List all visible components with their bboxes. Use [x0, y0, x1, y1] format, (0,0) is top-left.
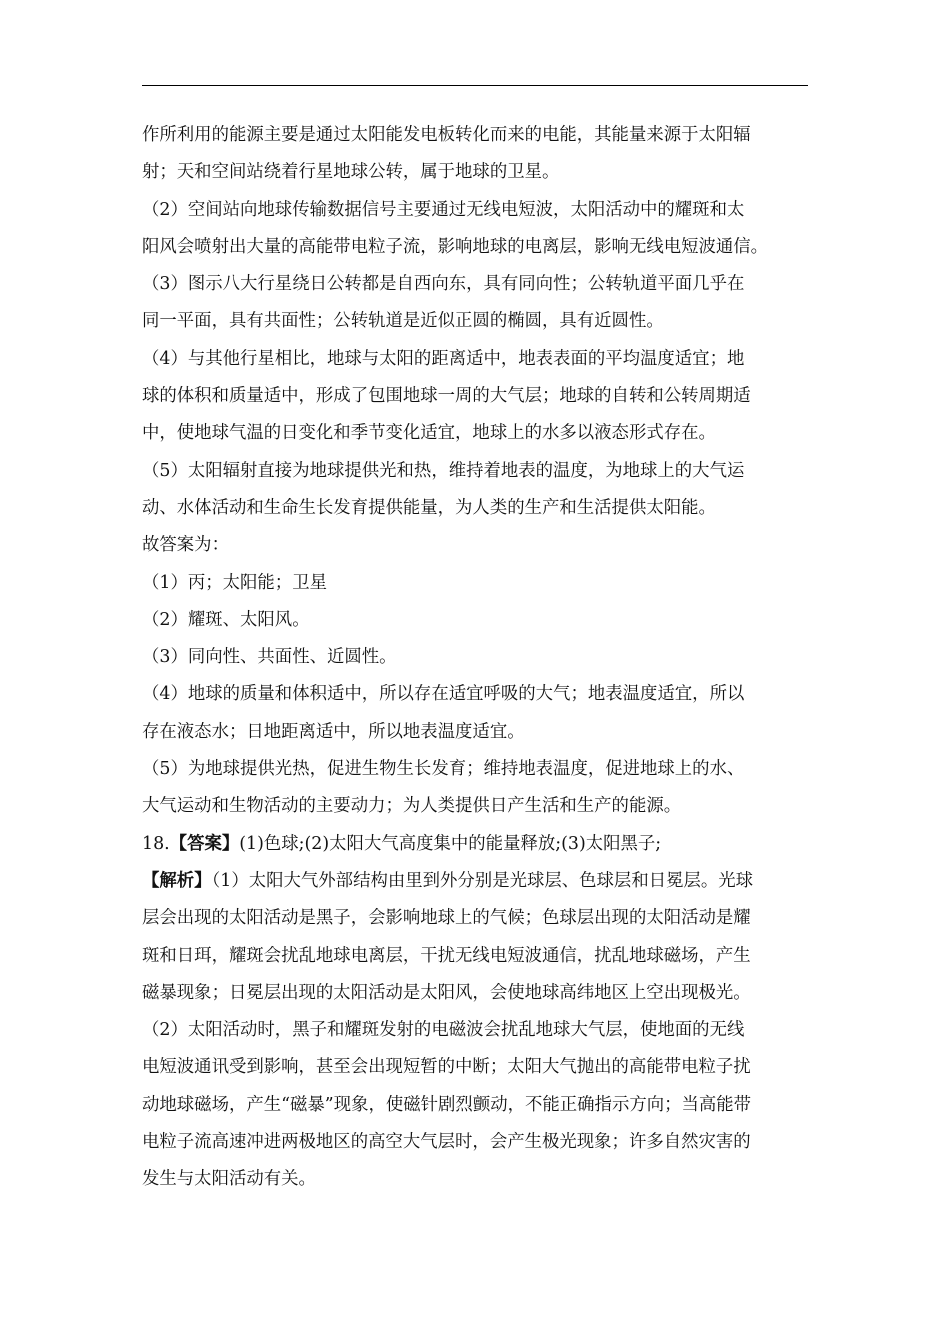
- text-line: 射；天和空间站绕着行星地球公转，属于地球的卫星。: [142, 162, 560, 183]
- text-line: （2）空间站向地球传输数据信号主要通过无线电短波，太阳活动中的耀斑和太: [142, 199, 745, 220]
- text-line: 磁暴现象；日冕层出现的太阳活动是太阳风，会使地球高纬地区上空出现极光。: [142, 982, 751, 1003]
- document-body: [142, 117, 814, 1199]
- answer-text: (1)色球;(2)太阳大气高度集中的能量释放;(3)太阳黑子;: [239, 833, 662, 854]
- text-line: （5）太阳辐射直接为地球提供光和热，维持着地表的温度，为地球上的大气运: [142, 460, 745, 481]
- text-line: 作所利用的能源主要是通过太阳能发电板转化而来的电能，其能量来源于太阳辐: [142, 125, 751, 145]
- text-line: 同一平面，具有共面性；公转轨道是近似正圆的椭圆，具有近圆性。: [142, 311, 664, 332]
- text-line: （2）太阳活动时，黑子和耀斑发射的电磁波会扰乱地球大气层，使地面的无线: [142, 1020, 745, 1041]
- text-line: （3）图示八大行星绕日公转都是自西向东，具有同向性；公转轨道平面几乎在: [142, 274, 745, 295]
- question-18-answer: [142, 826, 814, 863]
- text-line: （4）与其他行星相比，地球与太阳的距离适中，地表表面的平均温度适宜；地: [142, 348, 745, 369]
- analysis-text: （1）太阳大气外部结构由里到外分别是光球层、色球层和日冕层。光球: [211, 870, 754, 891]
- text-line: 层会出现的太阳活动是黑子，会影响地球上的气候；色球层出现的太阳活动是耀: [142, 908, 751, 929]
- analysis-first-line: [142, 863, 814, 900]
- text-line: （1）丙；太阳能；卫星: [142, 572, 327, 593]
- answer-tag: 【答案】: [169, 833, 240, 854]
- text-line: 电粒子流高速冲进两极地区的高空大气层时，会产生极光现象；许多自然灾害的: [142, 1132, 751, 1153]
- text-line: 中，使地球气温的日变化和季节变化适宜，地球上的水多以液态形式存在。: [142, 423, 716, 444]
- text-line: （4）地球的质量和体积适中，所以存在适宜呼吸的大气；地表温度适宜，所以: [142, 684, 745, 705]
- text-line: （5）为地球提供光热，促进生物生长发育；维持地表温度，促进地球上的水、: [142, 759, 745, 780]
- header-rule: [142, 85, 808, 86]
- text-line: 电短波通讯受到影响，甚至会出现短暂的中断；太阳大气抛出的高能带电粒子扰: [142, 1057, 751, 1078]
- text-line: 大气运动和生物活动的主要动力；为人类提供日产生活和生产的能源。: [142, 796, 682, 817]
- question-number: 18.: [142, 833, 170, 854]
- text-line: 球的体积和质量适中，形成了包围地球一周的大气层；地球的自转和公转周期适: [142, 386, 751, 407]
- text-line: 斑和日珥，耀斑会扰乱地球电离层，干扰无线电短波通信，扰乱地球磁场，产生: [142, 945, 751, 966]
- text-line: 动地球磁场，产生“磁暴”现象，使磁针剧烈颤动，不能正确指示方向；当高能带: [142, 1094, 752, 1115]
- text-line: 存在液态水；日地距离适中，所以地表温度适宜。: [142, 721, 525, 742]
- text-line: 发生与太阳活动有关。: [142, 1169, 316, 1190]
- text-line: （3）同向性、共面性、近圆性。: [142, 647, 397, 668]
- text-line: （2）耀斑、太阳风。: [142, 609, 310, 630]
- answer-heading: 故答案为：: [142, 535, 229, 556]
- analysis-tag: 【解析】: [142, 870, 212, 891]
- text-line: 动、水体活动和生命生长发育提供能量，为人类的生产和生活提供太阳能。: [142, 497, 716, 518]
- text-line: 阳风会喷射出大量的高能带电粒子流，影响地球的电离层，影响无线电短波通信。: [142, 236, 769, 257]
